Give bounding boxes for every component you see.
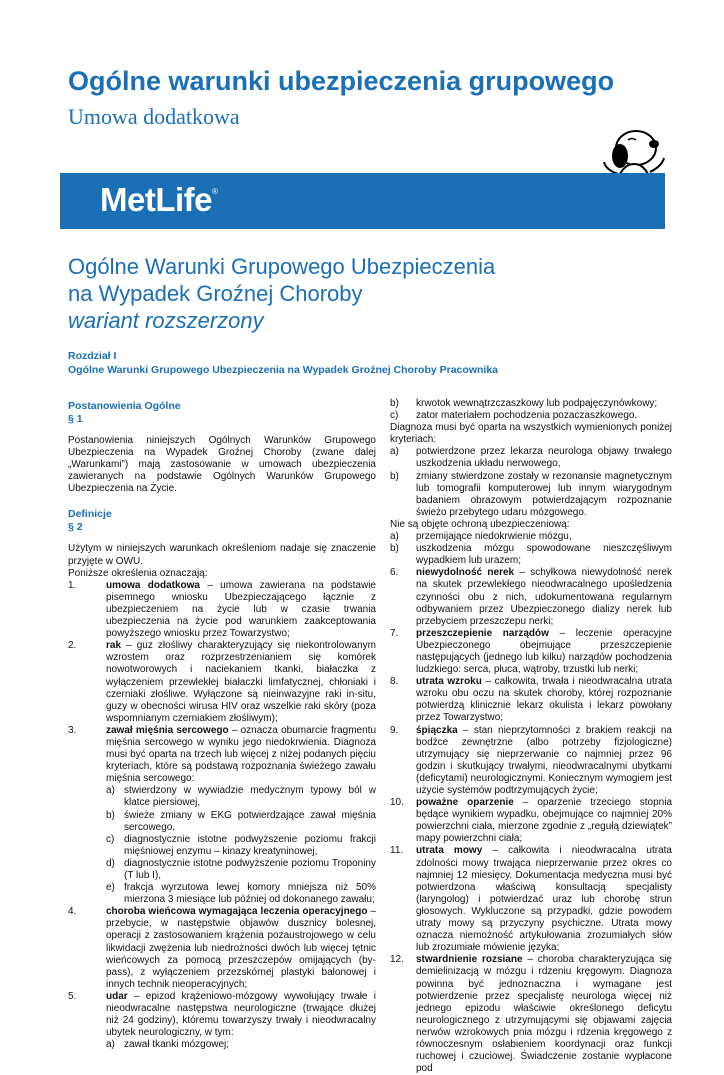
section-2-intro: Użytym w niniejszych warunkach określeniom nadaje się znaczenie przyjęte w OWU. <box>68 543 376 567</box>
section-1-text: Postanowienia niniejszych Ogólnych Warunków Grupowego Ubezpieczenia na Wypadek Groźnej Choroby (zwane dalej „Warunkami”) mają zastosowanie w umowach ubezpieczenia zawieranych na podstawie Ogólnych Warunków Grupowego Ubezpieczenia na Życie. <box>68 435 376 495</box>
section-2-title: Definicje <box>68 508 112 521</box>
definition-item: 9. śpiączka – stan nieprzytomności z brakiem reakcji na bodźce zewnętrzne (albo potrzeby fizjologiczne) utrzymujący się nieprzerwanie co najmniej przez 96 godzin i skutkujący trwałymi, nieodwracalnymi ubytkami (deficytami) neurologicznymi. Koniecznym wymogiem jest użycie systemów podtrzymujących życie; <box>390 724 672 796</box>
definition-item: 10. poważne oparzenie – oparzenie trzeciego stopnia będące wynikiem wypadku, obejmujące co najmniej 20% powierzchni ciała, mierzone zgodnie z „regułą dziewiątek” mapy powierzchni ciała; <box>390 797 673 845</box>
diagnosis-criteria-text: Diagnoza musi być oparta na wszystkich wymienionych poniżej kryteriach: <box>390 422 672 446</box>
definition-subitem: a) zawał tkanki mózgowej; <box>106 1039 230 1051</box>
exclusions-text: Nie są objęte ochroną ubezpieczeniową: <box>390 518 570 530</box>
chapter-title: Ogólne Warunki Grupowego Ubezpieczenia na Wypadek Groźnej Choroby Pracownika <box>68 364 498 376</box>
definition-item: 11. utrata mowy – całkowita i nieodwracalna utrata zdolności mowy trwająca nieprzerwanie przez okres co najmniej 12 miesięcy. Dokumentacja medyczna musi być potwierdzona właściwą konsultacją specjalisty (laryngolog) i potwierdzać uraz lub chorobę strun głosowych. Wykluczone są przypadki, gdzie powodem utraty mowy są przyczyny psychiczne. Utrata mowy oznacza niemożność artykułowania zrozumiałych słów lub zrozumiałe mówienie języka; <box>390 845 672 954</box>
document-subtitle: Umowa dodatkowa <box>68 104 240 129</box>
section-1-paragraph: § 1 <box>68 413 83 425</box>
metlife-banner <box>60 173 665 229</box>
definition-item: 12. stwardnienie rozsiane – choroba charakteryzująca się demielinizacją w mózgu i rdzeniu kręgowym. Diagnoza powinna być jednoznaczna i wymagane jest potwierdzenie przez specjalistę neurologa więcej niż jednego epizodu właściwie określonego deficytu neurologicznego z utrzymującymi się objawami zajęcia nerwów wzrokowych pnia mózgu i rdzenia kręgowego z równoczesnym osłabieniem koordynacji oraz funkcji ruchowej i czuciowej. Świadczenie zostanie wypłacone pod <box>390 954 672 1075</box>
definition-subitem: c) zator materiałem pochodzenia pozaczaszkowego. <box>390 410 638 422</box>
definition-item: 6. niewydolność nerek – schyłkowa niewydolność nerek na skutek przewlekłego nieodwracalnego upośledzenia czynności obu z nich, udokumentowana regularnym odbywaniem przez Ubezpieczonego dializy nerek lub przebyciem przeszczepu nerki; <box>390 567 672 627</box>
definition-subitem: a) przemijające niedokrwienie mózgu, <box>390 531 572 543</box>
definition-subitem: b) uszkodzenia mózgu spowodowane nieszczęśliwym wypadkiem lub urazem; <box>390 543 672 567</box>
document-title: Ogólne warunki ubezpieczenia grupowego <box>68 66 615 96</box>
definition-subitem: a) potwierdzone przez lekarza neurologa objawy trwałego uszkodzenia układu nerwowego, <box>390 446 672 470</box>
section-1-title: Postanowienia Ogólne <box>68 400 181 412</box>
heading-line-3: wariant rozszerzony <box>68 308 264 333</box>
definition-item: 5. udar – epizod krążeniowo-mózgowy wywołujący trwałe i nieodwracalne następstwa neurologiczne (trwające dłużej niż 24 godziny), któremu towarzyszy trwały i nieodwracalny ubytek neurologiczny, w tym: <box>68 990 376 1039</box>
heading-line-2: na Wypadek Groźnej Choroby <box>68 281 363 306</box>
definition-item: 2. rak – guz złośliwy charakteryzujący się niekontrolowanym wzrostem oraz rozprzestrzenianiem się komórek nowotworowych i naciekaniem tkanki, białaczka z wyłączeniem przewlekłej białaczki limfatycznej, chłoniaki i czerniaki złośliwe. Wyłączone są nieinwazyjne raki in-situ, guzy w obecności wirusa HIV oraz wszelkie raki skóry (poza wspomnianym czerniakiem złośliwym); <box>68 640 376 724</box>
definition-item: 1. umowa dodatkowa – umowa zawierana na podstawie pisemnego wniosku Ubezpieczającego łącznie z ubezpieczeniem na życie lub w czasie trwania ubezpieczenia na życie pod warunkiem zaakceptowania powyższego wniosku przez Towarzystwo; <box>68 579 376 640</box>
definition-subitem: d) diagnostycznie istotne podwyższenie poziomu Troponiny (T lub I), <box>106 857 376 881</box>
definition-subitem: a) stwierdzony w wywiadzie medycznym typowy ból w klatce piersiowej, <box>106 785 376 809</box>
definition-subitem: e) frakcja wyrzutowa lewej komory mniejsza niż 50% mierzona 3 miesiące lub później od dokonanego zawału; <box>106 882 376 906</box>
definition-item: 3. zawał mięśnia sercowego – oznacza obumarcie fragmentu mięśnia sercowego w wyniku jego niedokrwienia. Diagnoza musi być oparta na trzech lub więcej z niżej podanych pięciu kryteriach, które są podstawą rozpoznania świeżego zawału mięśnia sercowego: <box>68 724 377 785</box>
metlife-logo: MetLife® <box>100 181 218 218</box>
section-2-paragraph: § 2 <box>68 521 83 534</box>
definition-subitem: b) świeże zmiany w EKG potwierdzające zawał mięśnia sercowego, <box>106 809 376 833</box>
chapter-heading <box>68 349 498 377</box>
left-column <box>68 400 376 1051</box>
definition-subitem: b) krwotok wewnątrzczaszkowy lub podpajęczynówkowy; <box>390 398 658 409</box>
definition-item: 4. choroba wieńcowa wymagająca leczenia operacyjnego – przebycie, w następstwie objawów dusznicy bolesnej, operacji z zastosowaniem krążenia pozaustrojowego w celu likwidacji zwężenia lub niedrożności dwóch lub więcej tętnic wieńcowych za pomocą przeszczepów omijających (by-pass), z wyłączeniem przezskórnej plastyki balonowej i innych technik nieoperacyjnych; <box>68 906 377 990</box>
definition-subitem: c) diagnostycznie istotne podwyższenie poziomu frakcji mięśniowej enzymu – kinazy kreatyninowej, <box>106 833 376 857</box>
right-column <box>390 398 672 1075</box>
heading-line-1: Ogólne Warunki Grupowego Ubezpieczenia <box>68 254 496 279</box>
section-2-intro-2: Poniższe określenia oznaczają: <box>68 567 208 579</box>
chapter-label: Rozdział I <box>68 350 117 362</box>
definition-item: 8. utrata wzroku – całkowita, trwała i nieodwracalna utrata wzroku obu oczu na skutek choroby, której rozpoznanie potwierdzą klinicznie lekarz okulista i lekarz powołany przez Towarzystwo; <box>390 676 673 724</box>
definition-item: 7. przeszczepienie narządów – leczenie operacyjne Ubezpieczonego obejmujące przeszczepienie następujących (jednego lub kilku) narządów pochodzenia ludzkiego: serca, płuca, wątroby, trzustki lub nerki; <box>390 627 672 676</box>
definition-subitem: b) zmiany stwierdzone zostały w rezonansie magnetycznym lub tomografii komputerowej lub innym wiarygodnym badaniem obrazowym potwierdzającym rozpoznanie świeżo przebytego udaru mózgowego. <box>390 470 672 518</box>
